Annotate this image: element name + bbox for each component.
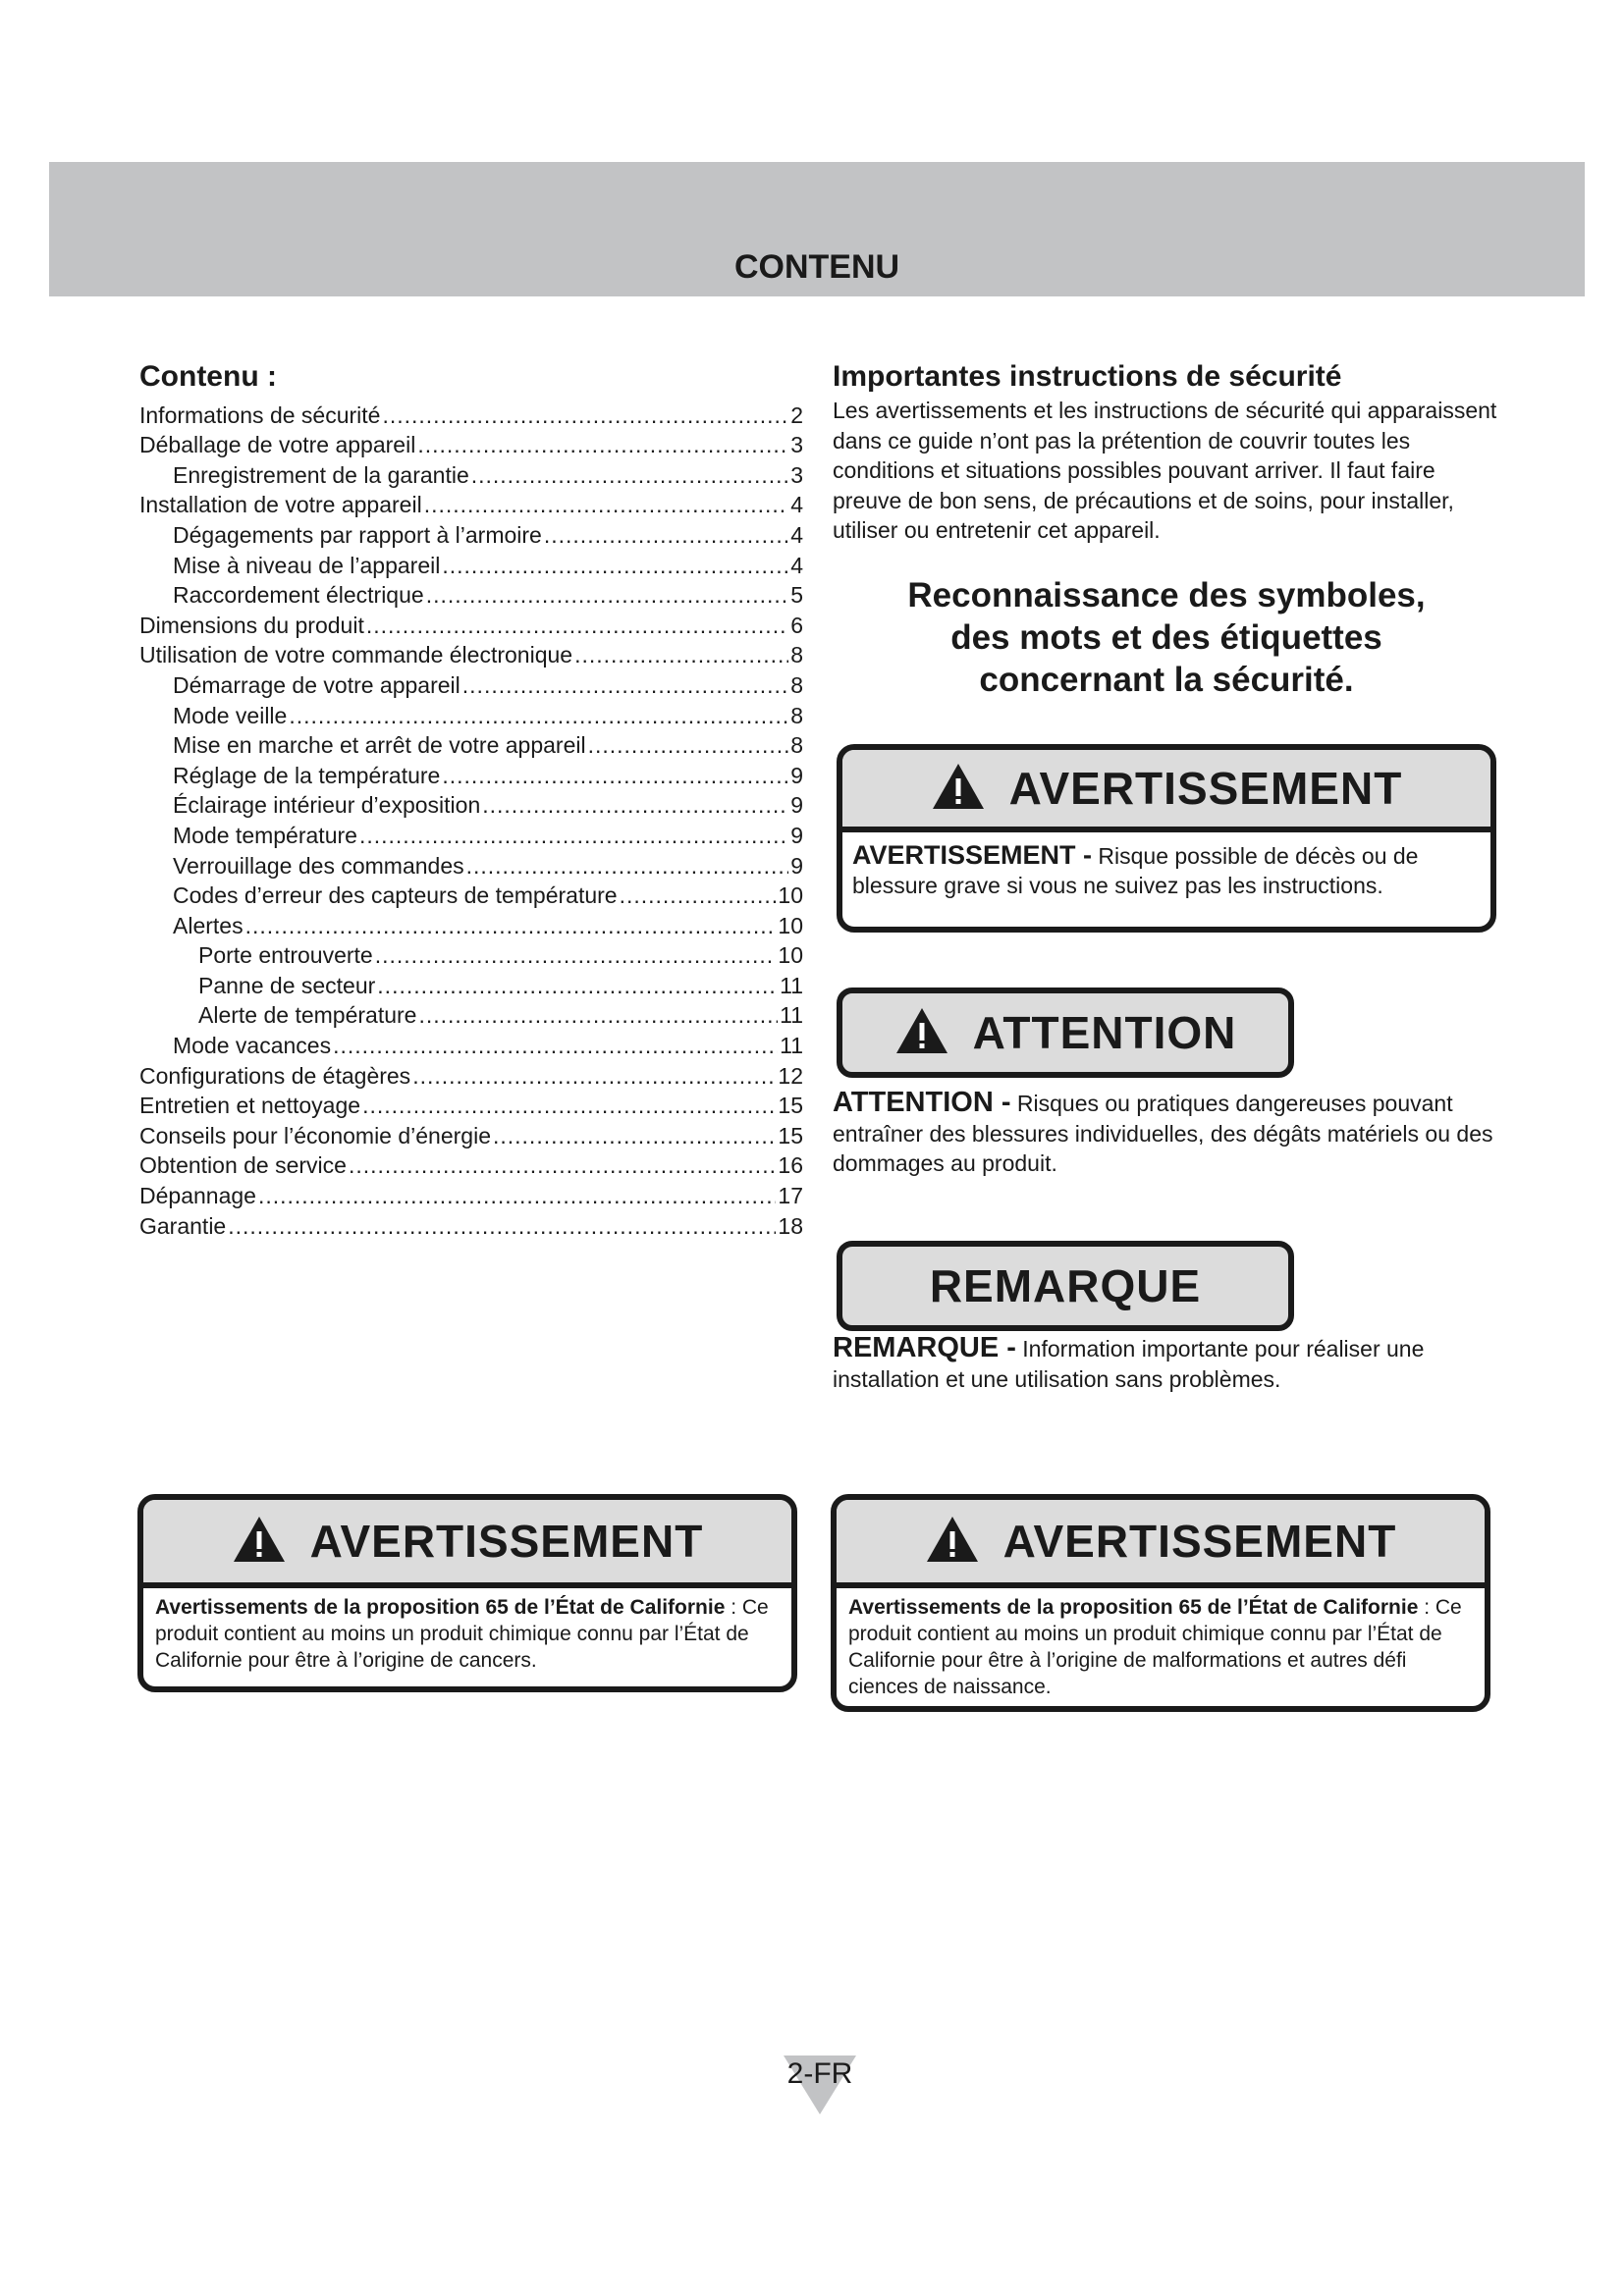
attention-label: ATTENTION xyxy=(972,1007,1237,1058)
toc-entry xyxy=(139,700,803,730)
toc-leader-dots xyxy=(412,1061,776,1091)
toc-entry xyxy=(139,1180,803,1210)
toc-entry-title: Alertes xyxy=(173,912,244,938)
toc-entry-title: Enregistrement de la garantie xyxy=(173,461,469,488)
toc-entry xyxy=(139,400,803,430)
toc-entry-page: 18 xyxy=(778,1212,803,1239)
warning-triangle-icon xyxy=(925,1515,980,1569)
symbols-title-line3: concernant la sécurité. xyxy=(979,661,1354,699)
avertissement-band xyxy=(842,750,1490,832)
toc-leader-dots xyxy=(228,1211,776,1241)
toc-leader-dots xyxy=(442,761,788,790)
toc-entry xyxy=(139,430,803,460)
prop65-cancer-band xyxy=(143,1500,791,1588)
toc-entry-title: Installation de votre appareil xyxy=(139,492,422,518)
toc-entry xyxy=(139,550,803,580)
toc-entry-page: 8 xyxy=(790,732,803,759)
toc-entry-page: 4 xyxy=(790,521,803,548)
toc-entry-title: Réglage de la température xyxy=(173,762,441,788)
toc-leader-dots xyxy=(544,520,788,550)
prop65-cancer-text: : Ce produit contient au moins un produit chimique connu par l’État de Californie pour être à l’origine de cancers. xyxy=(155,1596,769,1672)
toc-entry-page: 8 xyxy=(790,702,803,728)
toc-entry xyxy=(139,820,803,850)
symbols-title-line1: Reconnaissance des symboles, xyxy=(907,576,1426,614)
toc-leader-dots xyxy=(333,1031,778,1060)
prop65-cancer-panel xyxy=(137,1494,797,1692)
toc-entry-title: Verrouillage des commandes xyxy=(173,852,464,879)
toc-entry xyxy=(139,1000,803,1031)
toc-entry xyxy=(139,940,803,971)
toc-entry-page: 9 xyxy=(790,822,803,848)
warning-triangle-icon xyxy=(894,1006,949,1060)
toc-entry-page: 4 xyxy=(790,552,803,578)
remarque-label: REMARQUE xyxy=(929,1260,1202,1311)
toc-entry-page: 11 xyxy=(780,972,803,998)
toc-heading: Contenu : xyxy=(139,360,277,393)
toc-entry xyxy=(139,1210,803,1241)
toc-entry-title: Déballage de votre appareil xyxy=(139,432,416,458)
toc-entry xyxy=(139,490,803,520)
toc-entry-title: Mise à niveau de l’appareil xyxy=(173,552,441,578)
toc-leader-dots xyxy=(466,851,789,881)
toc-entry xyxy=(139,580,803,611)
toc-entry-title: Dégagements par rapport à l’armoire xyxy=(173,521,542,548)
toc-leader-dots xyxy=(574,640,788,669)
toc-list xyxy=(139,400,803,1241)
toc-entry-page: 17 xyxy=(778,1183,803,1209)
attention-description xyxy=(833,1088,1500,1179)
toc-leader-dots xyxy=(362,1091,776,1120)
remarque-description xyxy=(833,1333,1500,1394)
prop65-birth-defects-lead: Avertissements de la proposition 65 de l’État de Californie xyxy=(848,1596,1419,1619)
toc-entry-page: 15 xyxy=(778,1122,803,1148)
prop65-cancer-body xyxy=(143,1588,791,1674)
attention-text: Risques ou pratiques dangereuses pouvant entraîner des blessures individuelles, des dégâts matériels ou des dommages au produit. xyxy=(833,1091,1493,1177)
toc-leader-dots xyxy=(418,1000,778,1030)
toc-entry xyxy=(139,1060,803,1091)
attention-label-box xyxy=(837,988,1294,1078)
remarque-label-box xyxy=(837,1241,1294,1331)
safety-intro xyxy=(833,358,1500,546)
toc-entry xyxy=(139,730,803,761)
toc-entry xyxy=(139,790,803,821)
toc-entry-title: Informations de sécurité xyxy=(139,401,381,428)
header-band xyxy=(49,162,1585,296)
toc-leader-dots xyxy=(442,551,788,580)
prop65-birth-defects-band xyxy=(837,1500,1485,1588)
warning-triangle-icon xyxy=(931,762,986,816)
toc-entry-title: Éclairage intérieur d’exposition xyxy=(173,792,481,819)
toc-entry xyxy=(139,610,803,640)
toc-entry-title: Mode température xyxy=(173,822,357,848)
toc-entry-page: 3 xyxy=(790,461,803,488)
toc-leader-dots xyxy=(493,1121,776,1150)
avertissement-panel xyxy=(837,744,1496,933)
prop65-cancer-lead: Avertissements de la proposition 65 de l’État de Californie xyxy=(155,1596,726,1619)
toc-entry xyxy=(139,970,803,1000)
toc-entry-page: 10 xyxy=(778,882,803,909)
toc-entry-title: Utilisation de votre commande électronique xyxy=(139,642,573,668)
avertissement-label: AVERTISSEMENT xyxy=(1008,763,1403,814)
symbols-title xyxy=(833,574,1500,701)
toc-entry-title: Mode vacances xyxy=(173,1033,332,1059)
toc-leader-dots xyxy=(349,1150,776,1180)
toc-leader-dots xyxy=(375,940,777,970)
toc-entry-title: Dimensions du produit xyxy=(139,612,364,638)
toc-leader-dots xyxy=(377,971,778,1000)
toc-entry-title: Démarrage de votre appareil xyxy=(173,671,460,698)
toc-entry xyxy=(139,881,803,911)
toc-entry-page: 10 xyxy=(778,912,803,938)
toc-entry xyxy=(139,1150,803,1181)
toc-entry-page: 10 xyxy=(778,942,803,969)
toc-entry-page: 12 xyxy=(778,1062,803,1089)
safety-heading: Importantes instructions de sécurité xyxy=(833,360,1342,393)
prop65-birth-defects-text: : Ce produit contient au moins un produit chimique connu par l’État de Californie pour être à l’origine de malformations et autres défi ciences de naissance. xyxy=(848,1596,1462,1698)
toc-leader-dots xyxy=(424,490,789,519)
toc-entry-page: 8 xyxy=(790,671,803,698)
toc-leader-dots xyxy=(289,701,788,730)
avertissement-text: Risque possible de décès ou de blessure grave si vous ne suivez pas les instructions. xyxy=(852,843,1419,898)
toc-entry xyxy=(139,850,803,881)
toc-entry xyxy=(139,519,803,550)
toc-entry-title: Entretien et nettoyage xyxy=(139,1093,361,1119)
toc-entry-title: Mode veille xyxy=(173,702,288,728)
prop65-birth-defects-body xyxy=(837,1588,1485,1700)
toc-entry-title: Mise en marche et arrêt de votre appareil xyxy=(173,732,586,759)
toc-entry-title: Obtention de service xyxy=(139,1152,347,1179)
prop65-birth-defects-label: AVERTISSEMENT xyxy=(1002,1516,1397,1567)
table-of-contents xyxy=(139,358,803,1241)
page-number xyxy=(776,2052,864,2118)
toc-entry xyxy=(139,459,803,490)
prop65-cancer-label: AVERTISSEMENT xyxy=(309,1516,704,1567)
toc-entry-title: Codes d’erreur des capteurs de température xyxy=(173,882,618,909)
toc-entry xyxy=(139,1030,803,1060)
toc-entry xyxy=(139,640,803,670)
toc-entry-page: 3 xyxy=(790,432,803,458)
safety-text: Les avertissements et les instructions de sécurité qui apparaissent dans ce guide n’ont pas la prétention de couvrir toutes les conditions et situations possibles pouvant arriver. Il faut faire preuve de bon sens, de précautions et de soins, pour installer, utiliser ou entretenir cet appareil. xyxy=(833,398,1497,544)
attention-term: ATTENTION - xyxy=(833,1087,1011,1118)
toc-leader-dots xyxy=(245,911,777,940)
toc-leader-dots xyxy=(588,730,789,760)
avertissement-body xyxy=(842,832,1490,900)
remarque-text: Information importante pour réaliser une installation et une utilisation sans problèmes. xyxy=(833,1336,1425,1392)
toc-entry-page: 4 xyxy=(790,492,803,518)
toc-leader-dots xyxy=(417,430,788,459)
prop65-birth-defects-panel xyxy=(831,1494,1490,1712)
toc-entry-title: Conseils pour l’économie d’énergie xyxy=(139,1122,491,1148)
toc-entry-title: Panne de secteur xyxy=(198,972,376,998)
toc-leader-dots xyxy=(482,790,788,820)
toc-entry-title: Configurations de étagères xyxy=(139,1062,411,1089)
toc-entry xyxy=(139,669,803,700)
page-number-text: 2-FR xyxy=(786,2057,853,2090)
toc-entry xyxy=(139,1091,803,1121)
toc-leader-dots xyxy=(426,580,789,610)
toc-entry xyxy=(139,910,803,940)
toc-entry-page: 8 xyxy=(790,642,803,668)
toc-leader-dots xyxy=(620,881,777,910)
toc-entry-page: 2 xyxy=(790,401,803,428)
toc-entry-title: Porte entrouverte xyxy=(198,942,373,969)
toc-entry-page: 9 xyxy=(790,792,803,819)
toc-entry-page: 11 xyxy=(780,1002,803,1029)
remarque-term: REMARQUE - xyxy=(833,1332,1016,1363)
toc-entry-title: Dépannage xyxy=(139,1183,256,1209)
toc-leader-dots xyxy=(462,670,788,700)
toc-entry-page: 9 xyxy=(790,762,803,788)
toc-leader-dots xyxy=(359,821,788,850)
avertissement-term: AVERTISSEMENT - xyxy=(852,840,1093,870)
toc-entry-page: 9 xyxy=(790,852,803,879)
toc-entry-page: 6 xyxy=(790,612,803,638)
toc-leader-dots xyxy=(382,400,788,430)
symbols-title-line2: des mots et des étiquettes xyxy=(950,618,1382,657)
toc-entry-page: 16 xyxy=(778,1152,803,1179)
toc-entry-page: 15 xyxy=(778,1093,803,1119)
warning-triangle-icon xyxy=(232,1515,287,1569)
toc-leader-dots xyxy=(258,1181,776,1210)
toc-leader-dots xyxy=(471,460,788,490)
toc-entry xyxy=(139,760,803,790)
toc-entry-page: 11 xyxy=(780,1033,803,1059)
toc-leader-dots xyxy=(366,611,788,640)
page-title: CONTENU xyxy=(733,248,900,286)
toc-entry-title: Raccordement électrique xyxy=(173,582,424,609)
toc-entry-page: 5 xyxy=(790,582,803,609)
toc-entry-title: Alerte de température xyxy=(198,1002,417,1029)
toc-entry-title: Garantie xyxy=(139,1212,227,1239)
toc-entry xyxy=(139,1120,803,1150)
